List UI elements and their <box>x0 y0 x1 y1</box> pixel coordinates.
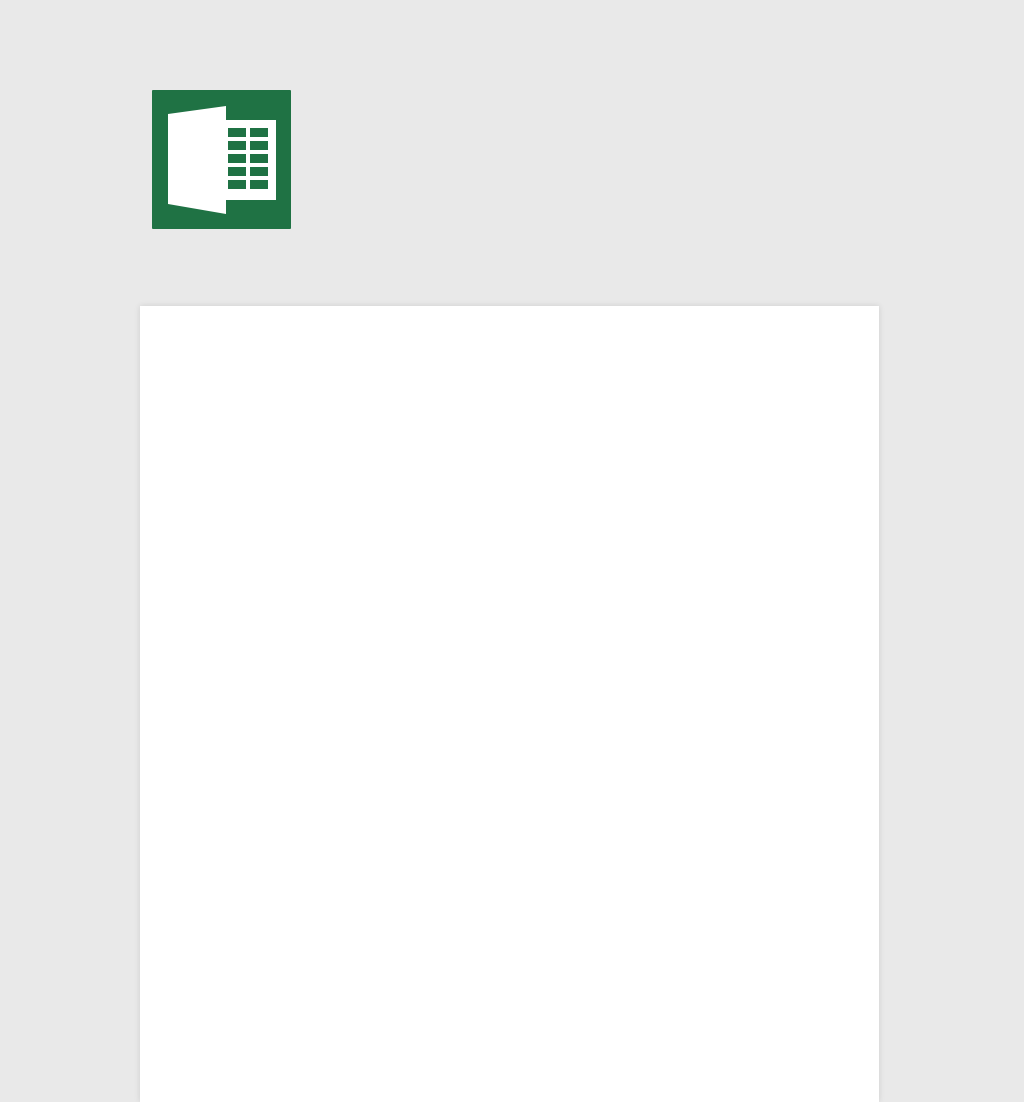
banner-subtitle <box>340 190 900 230</box>
logo-letter <box>178 128 218 188</box>
banner-title <box>318 100 918 184</box>
excel-logo-icon <box>152 90 291 229</box>
table-grid <box>140 306 879 1102</box>
banner <box>0 0 1024 300</box>
document-page <box>140 306 879 1102</box>
